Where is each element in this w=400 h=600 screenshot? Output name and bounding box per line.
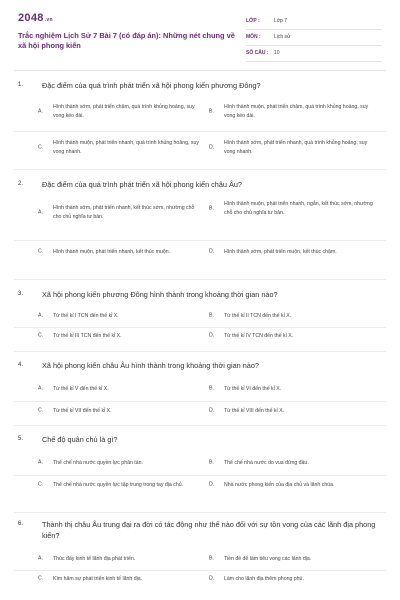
option-letter: B. — [209, 460, 214, 466]
option-text: Từ thế kỉ VI đến thế kỉ X. — [224, 386, 282, 392]
option-b[interactable] — [209, 459, 381, 468]
option-text: Từ thế kỉ III TCN đến thế kỉ X. — [53, 333, 122, 339]
question-text — [18, 179, 382, 190]
option-letter: D. — [209, 333, 215, 339]
meta-row-grade — [246, 14, 382, 30]
meta-table — [246, 14, 382, 62]
meta-label: SỐ CÂU : — [246, 50, 269, 56]
option-divider — [14, 240, 386, 241]
option-letter: D. — [209, 144, 215, 151]
question-1 — [18, 80, 382, 155]
meta-value: 10 — [274, 50, 280, 56]
meta-label: MÔN : — [246, 34, 261, 40]
option-text: Hình thành sớm, phát triển chậm, quá trình khủng hoảng, suy vong kéo dài. — [53, 104, 195, 119]
question-6 — [18, 519, 382, 582]
option-b[interactable] — [209, 555, 381, 564]
option-divider — [14, 570, 386, 571]
question-5 — [18, 434, 382, 488]
question-prompt: Đặc điểm của quá trình phát triển xã hội phong kiến châu Âu? — [42, 180, 242, 189]
option-letter: C. — [38, 144, 44, 151]
option-d[interactable] — [209, 407, 381, 416]
option-letter: C. — [38, 576, 44, 582]
question-prompt: Xã hội phong kiến phương Đông hình thành trong khoảng thời gian nào? — [42, 290, 278, 299]
option-letter: D. — [209, 408, 215, 414]
question-4 — [18, 360, 382, 414]
option-letter: B. — [209, 556, 214, 562]
option-letter: A. — [38, 556, 43, 562]
option-text: Hình thành sớm, phát triển nhanh, kết thúc sớm, nhường chỗ cho chủ nghĩa tư bản. — [53, 205, 195, 220]
option-text: Từ thế kỉ V đến thế kỉ X. — [53, 386, 109, 392]
option-letter: A. — [38, 460, 43, 466]
question-divider — [14, 279, 386, 280]
question-number: 2. — [18, 181, 24, 187]
option-letter: B. — [209, 205, 214, 212]
question-text — [18, 519, 382, 541]
option-a[interactable] — [38, 204, 210, 221]
question-number: 1. — [18, 82, 24, 88]
option-letter: D. — [209, 482, 215, 488]
option-divider — [14, 401, 386, 402]
question-3 — [18, 289, 382, 339]
option-letter: D. — [209, 576, 215, 582]
option-letter: A. — [38, 108, 43, 115]
option-c[interactable] — [38, 407, 210, 416]
meta-row-count — [246, 46, 382, 62]
option-d[interactable] — [209, 575, 381, 584]
meta-label: LỚP : — [246, 18, 260, 24]
logo-suffix: .vn — [44, 17, 53, 23]
question-number: 5. — [18, 436, 24, 442]
option-letter: A. — [38, 386, 43, 392]
option-d[interactable] — [209, 332, 381, 341]
option-text: Thể chế nhà nước quyền lực tập trung trong tay địa chủ. — [53, 482, 184, 488]
question-number: 4. — [18, 362, 24, 368]
option-text: Thể chế nhà nước quyền lực phân tán. — [53, 460, 143, 466]
logo-text: 2048 — [18, 12, 44, 24]
meta-value: Lớp 7 — [274, 18, 288, 24]
option-b[interactable] — [209, 385, 381, 394]
option-letter: B. — [209, 108, 214, 115]
option-letter: A. — [38, 313, 43, 319]
option-text: Hình thành sớm, phát triển muộn, kết thúc chậm. — [224, 249, 337, 255]
question-2 — [18, 179, 382, 255]
option-text: Hình thành muộn, phát triển nhanh, kết thúc muộn. — [53, 249, 171, 255]
question-divider — [14, 351, 386, 352]
option-text: Từ thế kỉ IV TCN đến thế kỉ X. — [224, 333, 294, 339]
option-c[interactable] — [38, 481, 210, 490]
option-text: Nhà nước phong kiến của địa chủ và lãnh chúa. — [224, 482, 335, 488]
option-text: Hình thành muộn, phát triển nhanh, ngắn, kết thúc sớm, nhường chỗ cho chủ nghĩa tư bản. — [224, 201, 373, 216]
option-letter: C. — [38, 408, 44, 414]
option-divider — [14, 327, 386, 328]
option-c[interactable] — [38, 139, 210, 156]
option-d[interactable] — [209, 481, 381, 490]
page-header — [18, 12, 382, 64]
option-a[interactable] — [38, 385, 210, 394]
option-letter: C. — [38, 482, 44, 488]
option-a[interactable] — [38, 555, 210, 564]
question-text — [18, 289, 382, 300]
option-c[interactable] — [38, 332, 210, 341]
question-prompt: Xã hội phong kiến châu Âu hình thành trong khoảng thời gian nào? — [42, 361, 259, 370]
option-letter: D. — [209, 249, 215, 255]
question-number: 3. — [18, 291, 24, 297]
option-b[interactable] — [209, 312, 381, 321]
option-a[interactable] — [38, 459, 210, 468]
option-text: Thể chế nhà nước do vua đứng đầu. — [224, 460, 309, 466]
question-text — [18, 80, 382, 91]
option-letter: C. — [38, 333, 44, 339]
option-text: Hình thành sớm, phát triển nhanh, quá trình khủng hoảng, suy vong nhanh. — [224, 140, 368, 155]
option-text: Từ thế kỉ I TCN đến thế kỉ X. — [53, 313, 119, 319]
option-text: Từ thế kỉ VIII đến thế kỉ X. — [224, 408, 284, 414]
option-c[interactable] — [38, 575, 210, 584]
document-title: Trắc nghiệm Lịch Sử 7 Bài 7 (có đáp án): Những nét chung về xã hội phong kiến — [18, 31, 235, 50]
question-prompt: Chế độ quân chủ là gì? — [42, 435, 118, 444]
option-text: Từ thế kỉ VII đến thế kỉ X. — [53, 408, 112, 414]
question-prompt: Đặc điểm của quá trình phát triển xã hội phong kiến phương Đông? — [42, 81, 261, 90]
question-number: 6. — [18, 521, 24, 527]
option-text: Thúc đẩy kinh tế lãnh địa phát triển. — [53, 556, 136, 562]
question-divider — [14, 169, 386, 170]
question-text — [18, 434, 382, 445]
option-letter: B. — [209, 313, 214, 319]
question-divider — [14, 512, 386, 513]
meta-row-subject — [246, 30, 382, 46]
option-d[interactable] — [209, 248, 381, 257]
option-b[interactable] — [209, 103, 381, 120]
site-logo[interactable] — [18, 12, 53, 24]
question-divider — [14, 425, 386, 426]
option-divider — [14, 475, 386, 476]
option-letter: B. — [209, 386, 214, 392]
option-a[interactable] — [38, 103, 210, 120]
meta-value: Lịch sử — [274, 34, 291, 40]
option-text: Tiền đề để làm tiêu vong các lãnh địa. — [224, 556, 312, 562]
header-divider — [14, 70, 386, 71]
question-prompt: Thành thị châu Âu trung đại ra đời có tác động như thế nào đối với sự tồn vong của các lãnh địa phong kiến? — [42, 520, 376, 540]
question-text — [18, 360, 382, 371]
option-text: Từ thế kỉ II TCN đến thế kỉ X. — [224, 313, 292, 319]
option-letter: C. — [38, 249, 44, 255]
option-text: Kìm hãm sự phát triển kinh tế lãnh địa. — [53, 576, 143, 582]
option-divider — [14, 131, 386, 132]
option-text: Hình thành muộn, phát triển chậm, quá trình khủng hoảng, suy vong kéo dài. — [224, 104, 369, 119]
option-letter: A. — [38, 209, 43, 216]
option-d[interactable] — [209, 139, 381, 156]
option-a[interactable] — [38, 312, 210, 321]
option-c[interactable] — [38, 248, 210, 257]
option-text: Làm cho lãnh địa thêm phong phú. — [224, 576, 304, 582]
option-b[interactable] — [209, 200, 381, 217]
option-text: Hình thành muộn, phát triển nhanh, quá trình khủng hoảng, suy vong nhanh. — [53, 140, 199, 155]
